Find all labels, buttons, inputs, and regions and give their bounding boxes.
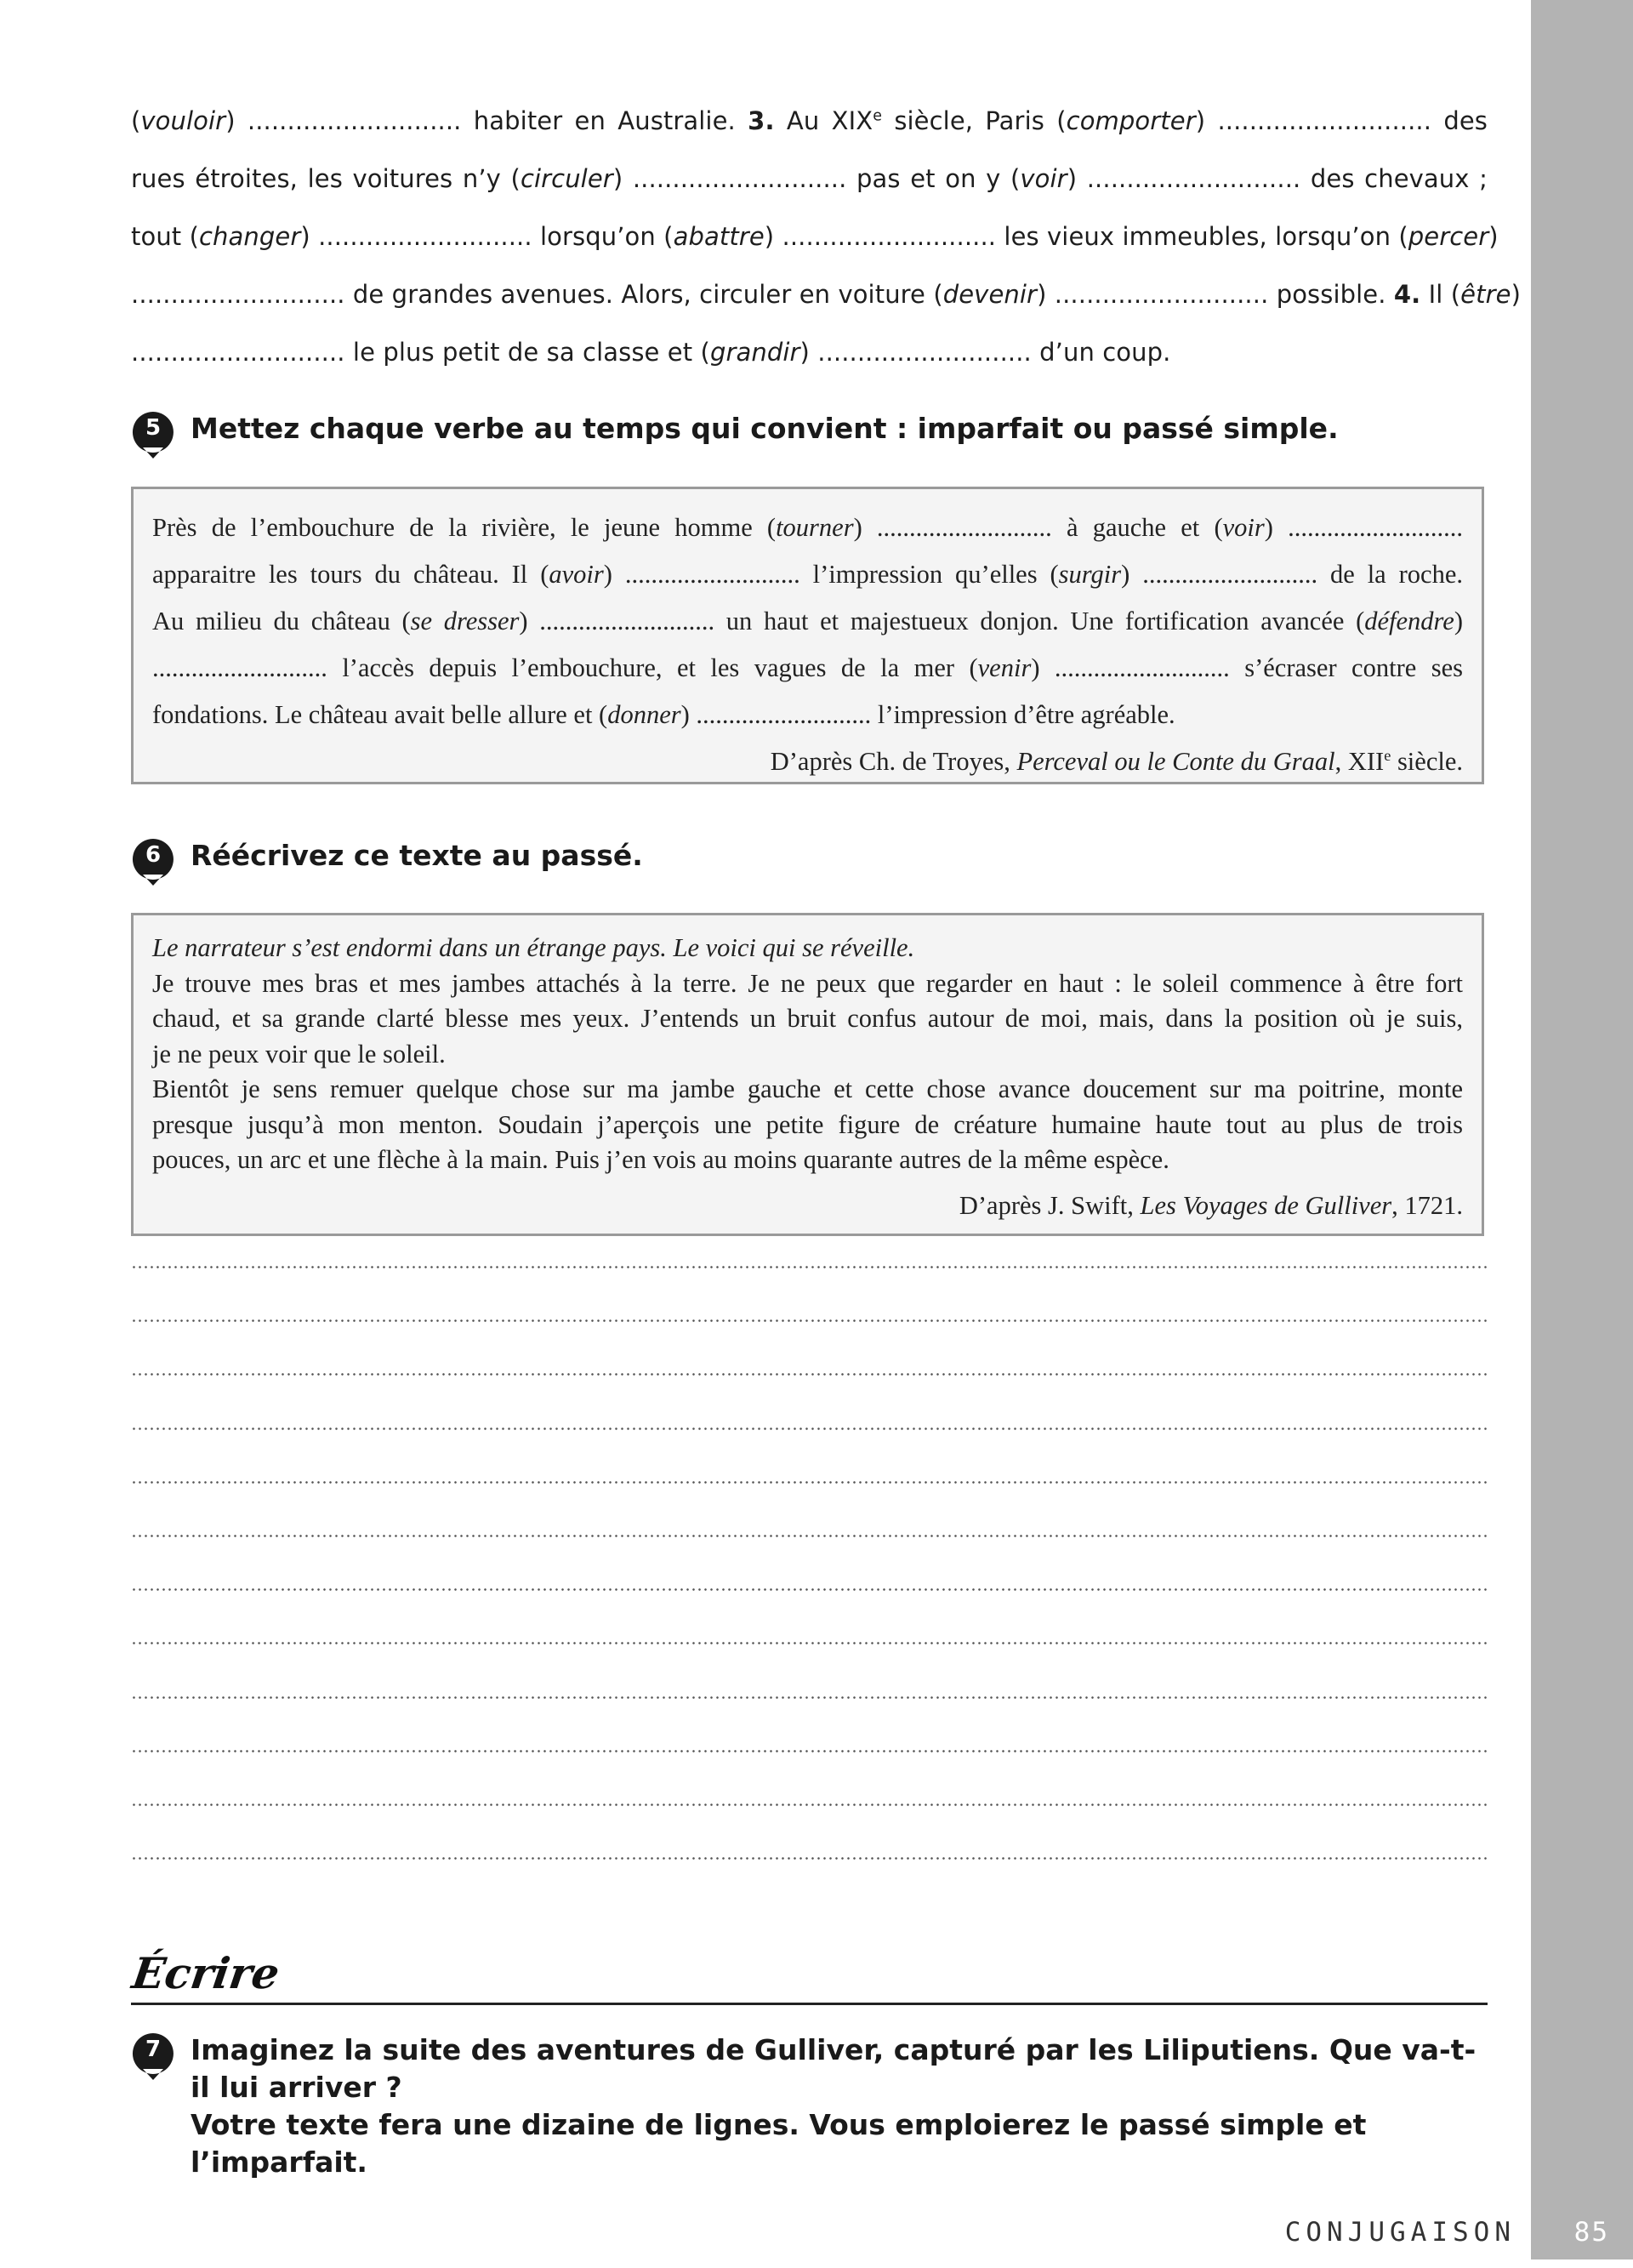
exercise-6-heading — [131, 837, 1488, 881]
exercise-5-text-box — [131, 487, 1484, 784]
text-line: Au milieu du château (se dresser) ........................... un haut et majestueux donjon. Une fortification avancée (défendre) — [152, 607, 1463, 635]
exercise-number-badge: 5 — [131, 410, 175, 454]
ecrire-section-header — [128, 1948, 1488, 2008]
text-line: (vouloir) ........................... habiter en Australie. 3. Au XIXe siècle, Paris (comporter) ........................... des — [131, 106, 1488, 135]
text-line: pouces, un arc et une flèche à la main. Puis j’en vois au moins quarante autres de la même espèce. — [152, 1145, 1169, 1174]
text-line: tout (changer) ........................... lorsqu’on (abattre) ........................... les vieux immeubles, lorsqu’on (percer) — [131, 222, 1499, 251]
answer-line[interactable] — [131, 1535, 1488, 1537]
exercise-number-badge: 7 — [131, 2032, 175, 2076]
answer-line[interactable] — [131, 1373, 1488, 1376]
answer-line[interactable] — [131, 1266, 1488, 1268]
answer-line[interactable] — [131, 1481, 1488, 1484]
exercise-7-heading — [131, 2032, 1488, 2181]
text-line: chaud, et sa grande clarté blesse mes yeux. J’entends un bruit confus autour de moi, mais, dans la position où je suis, — [152, 1004, 1463, 1033]
instruction-line: Votre texte fera une dizaine de lignes. Vous emploierez le passé simple et l’imparfait. — [191, 2108, 1367, 2179]
text-line: Je trouve mes bras et mes jambes attachés à la terre. Je ne peux que regarder en haut : le soleil commence à être fort — [152, 968, 1463, 998]
exercise-5-heading — [131, 410, 1488, 454]
text-line: ........................... de grandes avenues. Alors, circuler en voiture (devenir) ........................... possible. 4. Il (être) — [131, 280, 1521, 309]
section-title: Écrire — [128, 1948, 283, 1998]
text-intro: Le narrateur s’est endormi dans un étrange pays. Le voici qui se réveille. — [152, 933, 915, 962]
answer-line[interactable] — [131, 1696, 1488, 1699]
exercise-instruction: Mettez chaque verbe au temps qui convient : imparfait ou passé simple. — [191, 412, 1339, 445]
text-line: fondations. Le château avait belle allure et (donner) ........................... l’impression d’être agréable. — [152, 700, 1175, 729]
exercise-instruction: Réécrivez ce texte au passé. — [191, 839, 643, 872]
exercise-6-text-box — [131, 913, 1484, 1236]
text-line: rues étroites, les voitures n’y (circuler) ........................... pas et on y (voir) ........................... des chevaux ; — [131, 164, 1488, 193]
section-rule — [131, 2003, 1488, 2005]
text-line: apparaitre les tours du château. Il (avoir) ........................... l’impression qu’elles (surgir) ........................... de la roche. — [152, 560, 1463, 589]
page-edge-band — [1531, 0, 1633, 2259]
source-citation: D’après Ch. de Troyes, Perceval ou le Conte du Graal, XIIe siècle. — [770, 746, 1463, 776]
text-line: Bientôt je sens remuer quelque chose sur ma jambe gauche et cette chose avance doucement sur ma poitrine, monte — [152, 1074, 1463, 1103]
footer-section-label: CONJUGAISON — [1284, 2217, 1516, 2248]
answer-line[interactable] — [131, 1319, 1488, 1322]
exercise-number-badge: 6 — [131, 837, 175, 881]
exercise-4-continuation — [131, 92, 1521, 381]
text-line: presque jusqu’à mon menton. Soudain j’aperçois une petite figure de créature humaine haute tout au plus de trois — [152, 1109, 1463, 1139]
text-line: ........................... l’accès depuis l’embouchure, et les vagues de la mer (venir) ........................... s’écraser contre ses — [152, 653, 1463, 682]
answer-lines[interactable] — [131, 1266, 1488, 1911]
exercise-instruction — [191, 2032, 1488, 2181]
instruction-line: Imaginez la suite des aventures de Gulliver, capturé par les Liliputiens. Que va-t-il lui arriver ? — [191, 2033, 1477, 2104]
text-line: Près de l’embouchure de la rivière, le jeune homme (tourner) ........................... à gauche et (voir) ........................... — [152, 513, 1463, 542]
page-number: 85 — [1573, 2217, 1609, 2248]
answer-line[interactable] — [131, 1750, 1488, 1752]
answer-line[interactable] — [131, 1804, 1488, 1806]
answer-line[interactable] — [131, 1642, 1488, 1644]
text-line: je ne peux voir que le soleil. — [152, 1039, 446, 1068]
source-citation: D’après J. Swift, Les Voyages de Gulliver, 1721. — [959, 1190, 1463, 1220]
answer-line[interactable] — [131, 1857, 1488, 1860]
text-line: ........................... le plus petit de sa classe et (grandir) ........................... d’un coup. — [131, 338, 1171, 367]
answer-line[interactable] — [131, 1588, 1488, 1591]
answer-line[interactable] — [131, 1427, 1488, 1430]
